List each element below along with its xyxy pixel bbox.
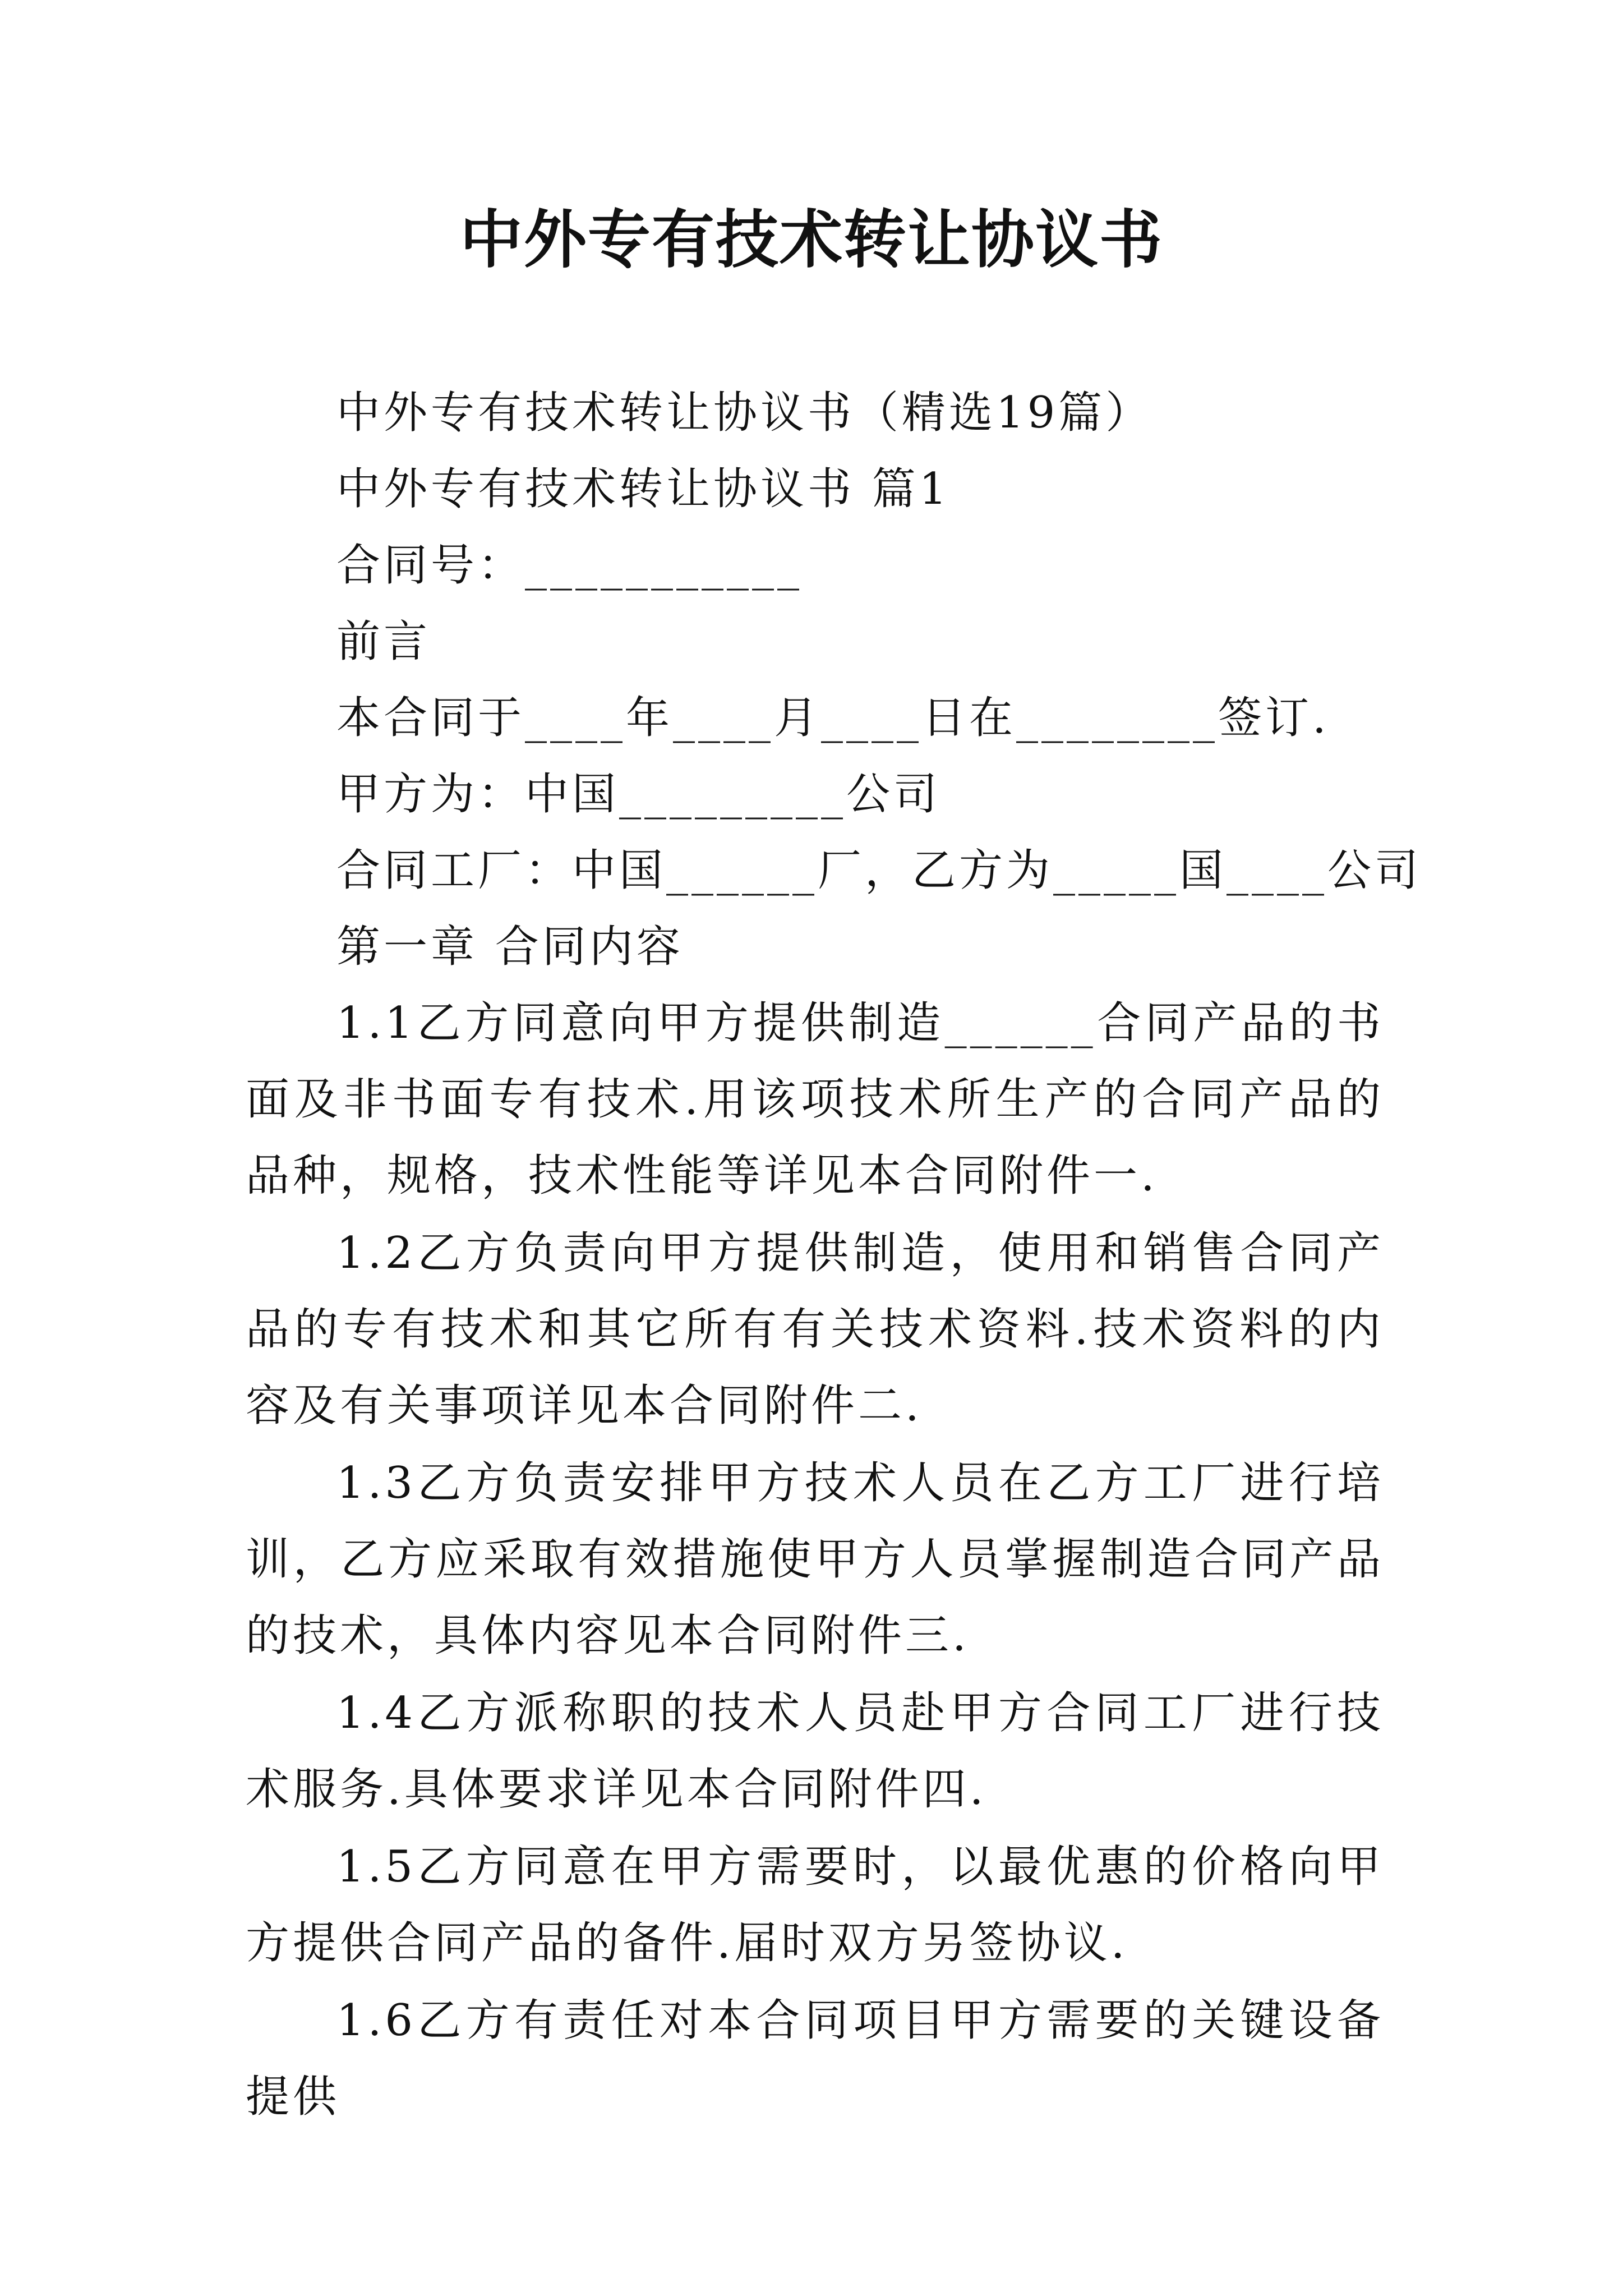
- chapter-heading: 第一章 合同内容: [336, 922, 684, 972]
- signing-line: 本合同于____年____月____日在________签订.: [336, 693, 1330, 743]
- party-a-line: 甲方为：中国_________公司: [336, 769, 941, 820]
- clause-1-6: 1.6乙方有责任对本合同项目甲方需要的关键设备提供: [246, 1995, 1384, 2122]
- factory-party-b-line: 合同工厂：中国______厂，乙方为_____国____公司: [336, 845, 1422, 896]
- preface-heading: 前言: [336, 616, 431, 667]
- clause-1-1: 1.1乙方同意向甲方提供制造______合同产品的书面及非书面专有技术.用该项技术所生产的合同产品的品种，规格，技术性能等详见本合同附件一.: [246, 998, 1384, 1201]
- document-title: 中外专有技术转让协议书: [460, 203, 1163, 277]
- clause-1-3: 1.3乙方负责安排甲方技术人员在乙方工厂进行培训，乙方应采取有效措施使甲方人员掌握制造合同产品的技术，具体内容见本合同附件三.: [246, 1458, 1384, 1661]
- contract-number: 合同号：___________: [336, 540, 803, 591]
- section-heading: 中外专有技术转让协议书 篇1: [336, 464, 951, 514]
- document-subtitle: 中外专有技术转让协议书（精选19篇）: [336, 388, 1153, 438]
- clause-1-2: 1.2乙方负责向甲方提供制造，使用和销售合同产品的专有技术和其它所有有关技术资料.技术资料的内容及有关事项详见本合同附件二.: [246, 1228, 1384, 1431]
- clause-1-5: 1.5乙方同意在甲方需要时，以最优惠的价格向甲方提供合同产品的备件.届时双方另签协议.: [246, 1842, 1384, 1968]
- clause-1-4: 1.4乙方派称职的技术人员赴甲方合同工厂进行技术服务.具体要求详见本合同附件四.: [246, 1688, 1384, 1815]
